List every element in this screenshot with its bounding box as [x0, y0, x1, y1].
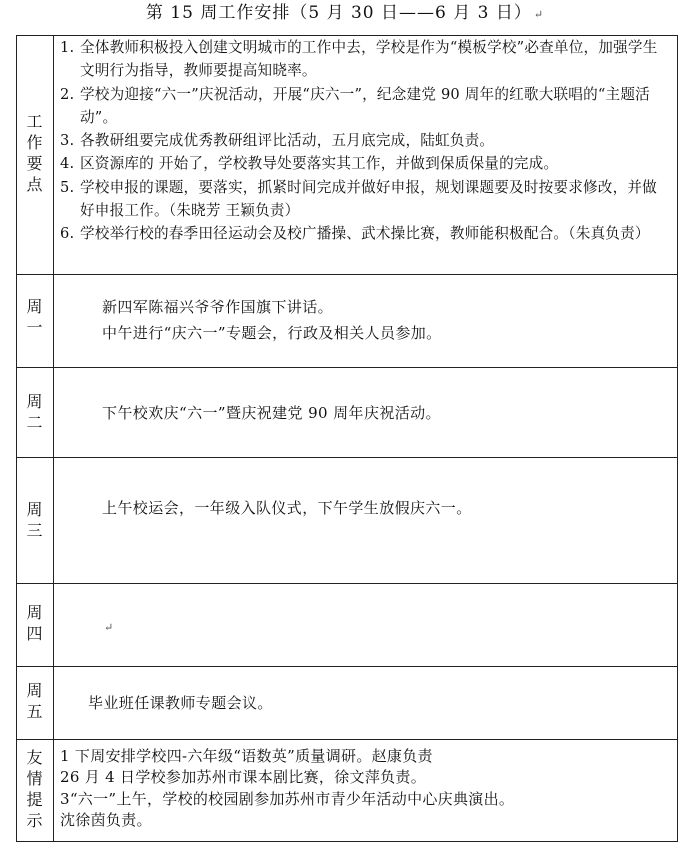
schedule-line: 毕业班任课教师专题会议。: [88, 694, 273, 712]
label-char: 作: [26, 133, 43, 152]
schedule-table: [16, 35, 678, 842]
item-text: 区资源库的 开始了，学校教导处要落实其工作，并做到保质保量的完成。: [80, 155, 559, 173]
friday-row: [16, 666, 678, 739]
label-char: 周: [26, 500, 43, 519]
thursday-row: [16, 583, 678, 666]
list-item: [60, 176, 670, 223]
item-number: 5.: [60, 178, 75, 196]
table-border-bottom: [16, 841, 678, 842]
notes-content: [60, 746, 670, 831]
label-char: 提: [26, 790, 43, 809]
label-char: 周: [26, 392, 43, 411]
item-text: 学校为迎接“六一”庆祝活动，开展“庆六一”，纪念建党 90 周年的红歌大联唱的“主题活动”。: [80, 85, 650, 126]
thursday-label: [16, 602, 53, 644]
label-char: 友: [26, 748, 43, 767]
tuesday-row: [16, 367, 678, 457]
label-char: 示: [26, 811, 43, 830]
item-number: 4.: [60, 155, 75, 173]
label-char: 二: [26, 413, 43, 432]
label-char: 周: [26, 681, 43, 700]
wednesday-content: [102, 495, 670, 521]
monday-content: [102, 294, 670, 346]
list-item: [60, 222, 670, 245]
paragraph-mark: ↵: [104, 621, 114, 634]
label-char: 五: [26, 702, 43, 721]
item-number: 6.: [60, 225, 75, 243]
wednesday-row: [16, 457, 678, 583]
friday-content: [88, 690, 670, 716]
label-char: 周: [26, 603, 43, 622]
wednesday-label: [16, 499, 53, 541]
item-text: 全体教师积极投入创建文明城市的工作中去，学校是作为“模板学校”必查单位，加强学生文明行为指导，教师要提高知晓率。: [80, 39, 658, 80]
schedule-line: 中午进行“庆六一”专题会，行政及相关人员参加。: [102, 324, 442, 342]
monday-row: [16, 274, 678, 367]
label-char: 工: [26, 112, 43, 131]
list-item: [60, 83, 670, 130]
note-line: 3“六一”上午，学校的校园剧参加苏州市青少年活动中心庆典演出。: [60, 789, 515, 808]
schedule-line: 上午校运会，一年级入队仪式，下午学生放假庆六一。: [102, 499, 472, 517]
work-points-label: [16, 111, 53, 195]
tuesday-label: [16, 391, 53, 433]
item-number: 1.: [60, 39, 75, 56]
list-item: [60, 129, 670, 152]
label-char: 三: [26, 521, 43, 540]
monday-label: [16, 296, 53, 338]
item-number: 3.: [60, 132, 75, 150]
work-points-row: [16, 35, 678, 274]
list-item: [60, 36, 670, 83]
notes-label: [16, 747, 53, 831]
label-char: 一: [26, 318, 43, 337]
schedule-line: 下午校欢庆“六一”暨庆祝建党 90 周年庆祝活动。: [102, 404, 441, 422]
label-char: 点: [26, 175, 43, 194]
item-text: 各教研组要完成优秀教研组评比活动，五月底完成，陆虹负责。: [80, 132, 495, 150]
item-number: 2.: [60, 85, 75, 103]
note-line: 沈徐茵负责。: [60, 810, 152, 829]
title-text: 第 15 周工作安排（5 月 30 日——6 月 3 日）: [145, 3, 532, 23]
item-text: 学校举行校的春季田径运动会及校广播操、武术操比赛，教师能积极配合。（朱真负责）: [80, 225, 650, 243]
item-text: 学校申报的课题，要落实，抓紧时间完成并做好申报，规划课题要及时按要求修改，并做好申报工作。（朱晓芳 王颖负责）: [80, 178, 657, 220]
label-char: 情: [26, 769, 43, 788]
notes-row: [16, 739, 678, 841]
friday-label: [16, 680, 53, 722]
work-points-content: [60, 36, 670, 246]
label-char: 周: [26, 297, 43, 316]
label-char: 要: [26, 154, 43, 173]
tuesday-content: [102, 400, 670, 426]
list-item: [60, 152, 670, 175]
thursday-content: [102, 613, 670, 641]
empty-line: [102, 613, 670, 641]
note-line: 1 下周安排学校四-六年级“语数英”质量调研。赵康负责: [60, 747, 433, 765]
schedule-line: 新四军陈福兴爷爷作国旗下讲话。: [102, 298, 334, 316]
page-title: [0, 2, 690, 26]
note-line: 26 月 4 日学校参加苏州市课本剧比赛，徐文萍负责。: [60, 768, 427, 787]
paragraph-mark: ↵: [533, 8, 545, 21]
label-char: 四: [26, 624, 43, 643]
